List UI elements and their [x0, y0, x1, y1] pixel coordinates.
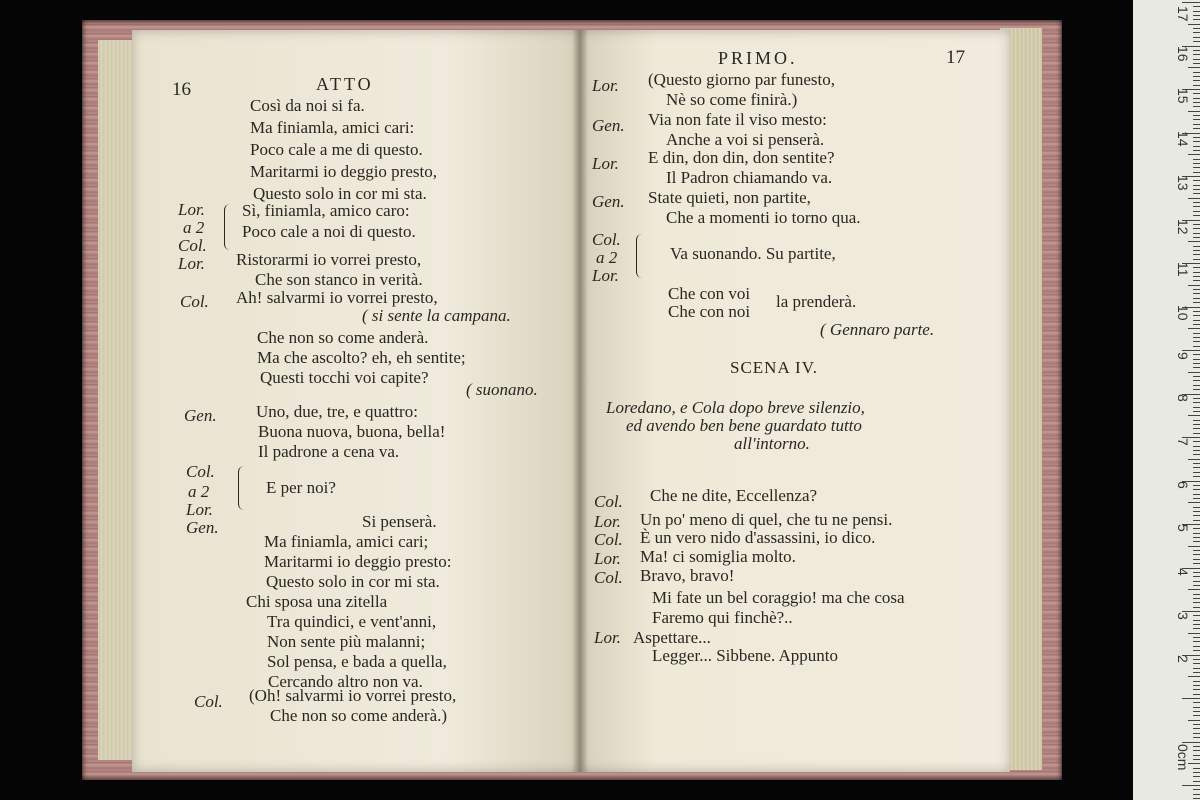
ruler-tick [1193, 376, 1200, 377]
page-number: 16 [172, 79, 191, 100]
speaker: Gen. [184, 406, 217, 425]
speaker: Lor. [178, 254, 205, 273]
ruler-tick [1193, 346, 1200, 347]
ruler-tick [1193, 80, 1200, 81]
ruler-tick [1193, 59, 1200, 60]
ruler-tick [1188, 459, 1200, 460]
ruler-tick [1193, 659, 1200, 660]
verse-line: Bravo, bravo! [640, 566, 735, 585]
ruler-tick [1193, 454, 1200, 455]
speaker: Col. [186, 462, 215, 481]
measurement-ruler [1133, 0, 1200, 800]
ruler-tick [1193, 32, 1200, 33]
ruler-tick [1193, 681, 1200, 682]
ruler-tick [1193, 272, 1200, 273]
ruler-tick [1193, 206, 1200, 207]
ruler-tick [1188, 111, 1200, 112]
ruler-tick [1193, 663, 1200, 664]
speaker: Gen. [186, 518, 219, 537]
stage-direction: ( si sente la campana. [362, 306, 511, 325]
ruler-tick [1193, 141, 1200, 142]
ruler-tick [1193, 298, 1200, 299]
ruler-tick [1193, 672, 1200, 673]
verse-line: Il Padron chiamando va. [666, 168, 833, 187]
verse-line: Aspettare... [633, 628, 711, 647]
speaker: Col. [594, 568, 623, 587]
ruler-tick [1193, 72, 1200, 73]
ruler-tick [1193, 755, 1200, 756]
verse-line: Così da noi si fa. [250, 96, 365, 115]
verse-line: Non sente più malanni; [267, 632, 426, 651]
ruler-tick [1193, 520, 1200, 521]
speaker: Col. [178, 236, 207, 255]
ruler-tick [1193, 407, 1200, 408]
ruler-tick [1193, 324, 1200, 325]
ruler-tick [1193, 768, 1200, 769]
speaker: Col. [194, 692, 223, 711]
ruler-tick [1193, 311, 1200, 312]
ruler-tick [1193, 137, 1200, 138]
speaker: Col. [180, 292, 209, 311]
verse-line: Faremo qui finchè?.. [652, 608, 793, 627]
ruler-tick [1193, 315, 1200, 316]
ruler-tick [1188, 546, 1200, 547]
speaker: a 2 [188, 482, 210, 501]
speaker: Lor. [592, 76, 619, 95]
ruler-tick [1193, 668, 1200, 669]
ruler-tick [1193, 150, 1200, 151]
ruler-tick [1193, 646, 1200, 647]
ruler-tick [1182, 785, 1200, 786]
speaker: Col. [592, 230, 621, 249]
stage-direction: all'intorno. [734, 434, 810, 453]
verse-line: Sì, finiamla, amico caro: [242, 201, 410, 220]
ruler-tick [1193, 476, 1200, 477]
ruler-tick [1193, 467, 1200, 468]
ruler-tick [1193, 93, 1200, 94]
ruler-tick [1193, 463, 1200, 464]
ruler-tick [1193, 433, 1200, 434]
ruler-tick [1193, 354, 1200, 355]
ruler-tick [1193, 428, 1200, 429]
ruler-tick [1188, 154, 1200, 155]
speaker: Gen. [592, 116, 625, 135]
ruler-tick [1193, 472, 1200, 473]
ruler-tick [1193, 215, 1200, 216]
ruler-tick [1193, 246, 1200, 247]
ruler-tick [1193, 237, 1200, 238]
verse-line: (Oh! salvarmi io vorrei presto, [249, 686, 457, 705]
ruler-tick [1193, 507, 1200, 508]
ruler-tick [1193, 702, 1200, 703]
ruler-tick [1193, 420, 1200, 421]
ruler-tick [1188, 372, 1200, 373]
ruler-tick [1193, 441, 1200, 442]
verse-line: Poco cale a noi di questo. [242, 222, 416, 241]
verse-line: Ma! ci somiglia molto. [640, 547, 796, 566]
ruler-tick [1193, 385, 1200, 386]
ruler-tick [1188, 67, 1200, 68]
ruler-tick [1193, 637, 1200, 638]
ruler-label: 7 [1175, 438, 1191, 446]
ruler-tick [1188, 328, 1200, 329]
verse-line: Un po' meno di quel, che tu ne pensi. [640, 510, 893, 529]
stage-direction: ( suonano. [466, 380, 538, 399]
brace [224, 204, 233, 250]
ruler-tick [1193, 363, 1200, 364]
ruler-label: 12 [1175, 219, 1191, 235]
ruler-tick [1193, 798, 1200, 799]
book-gutter [572, 30, 588, 772]
speaker: Gen. [592, 192, 625, 211]
scene-title: SCENA IV. [730, 358, 819, 377]
ruler-tick [1193, 128, 1200, 129]
brace [636, 234, 645, 278]
ruler-tick [1193, 485, 1200, 486]
ruler-tick [1193, 759, 1200, 760]
verse-line: Questi tocchi voi capite? [260, 368, 429, 387]
ruler-tick [1182, 350, 1200, 351]
ruler-tick [1193, 37, 1200, 38]
ruler-tick [1193, 106, 1200, 107]
ruler-tick [1193, 694, 1200, 695]
ruler-tick [1193, 624, 1200, 625]
verse-line: Ma finiamla, amici cari; [264, 532, 429, 551]
ruler-tick [1193, 537, 1200, 538]
ruler-tick [1193, 715, 1200, 716]
ruler-tick [1193, 494, 1200, 495]
ruler-label: 14 [1175, 131, 1191, 147]
ruler-tick [1193, 11, 1200, 12]
running-head: ATTO [316, 74, 374, 94]
ruler-tick [1193, 559, 1200, 560]
ruler-tick [1193, 728, 1200, 729]
ruler-tick [1193, 41, 1200, 42]
speaker: Lor. [594, 549, 621, 568]
verse-line: Questo solo in cor mi sta. [266, 572, 440, 591]
ruler-tick [1193, 15, 1200, 16]
verse-line: Che con voi [668, 284, 751, 303]
ruler-tick [1188, 676, 1200, 677]
ruler-tick [1188, 415, 1200, 416]
ruler-tick [1193, 180, 1200, 181]
ruler-tick [1193, 254, 1200, 255]
ruler-tick [1182, 698, 1200, 699]
verse-line: Poco cale a me di questo. [250, 140, 423, 159]
speaker: Lor. [178, 200, 205, 219]
ruler-tick [1193, 337, 1200, 338]
speaker: Lor. [594, 512, 621, 531]
ruler-tick [1188, 589, 1200, 590]
verse-line: Ah! salvarmi io vorrei presto, [236, 288, 438, 307]
ruler-tick [1193, 411, 1200, 412]
ruler-tick [1193, 124, 1200, 125]
ruler-tick [1193, 280, 1200, 281]
ruler-label: 15 [1175, 88, 1191, 104]
ruler-tick [1193, 320, 1200, 321]
ruler-tick [1193, 598, 1200, 599]
ruler-label: 10 [1175, 305, 1191, 321]
ruler-tick [1193, 576, 1200, 577]
ruler-tick [1193, 650, 1200, 651]
ruler-tick [1193, 498, 1200, 499]
ruler-tick [1193, 489, 1200, 490]
verse-line: E per noi? [266, 478, 336, 497]
ruler-tick [1193, 737, 1200, 738]
ruler-tick [1193, 446, 1200, 447]
ruler-tick [1193, 615, 1200, 616]
verse-line: Uno, due, tre, e quattro: [256, 402, 418, 421]
ruler-tick [1193, 302, 1200, 303]
ruler-tick [1193, 276, 1200, 277]
ruler-tick [1193, 289, 1200, 290]
verse-line: Che ne dite, Eccellenza? [650, 486, 818, 505]
verse-line: Si penserà. [362, 512, 437, 531]
ruler-label: 0cm [1175, 744, 1191, 771]
ruler-tick [1193, 746, 1200, 747]
ruler-tick [1188, 633, 1200, 634]
ruler-tick [1193, 76, 1200, 77]
ruler-tick [1193, 211, 1200, 212]
ruler-tick [1193, 554, 1200, 555]
verse-line: la prenderà. [776, 292, 857, 311]
ruler-tick [1193, 159, 1200, 160]
verse-line: Che a momenti io torno qua. [666, 208, 861, 227]
ruler-tick [1193, 581, 1200, 582]
verse-line: Via non fate il viso mesto: [648, 110, 827, 129]
ruler-tick [1193, 167, 1200, 168]
ruler-tick [1193, 172, 1200, 173]
ruler-tick [1193, 293, 1200, 294]
ruler-tick [1193, 563, 1200, 564]
ruler-label: 6 [1175, 481, 1191, 489]
ruler-tick [1193, 602, 1200, 603]
speaker: a 2 [183, 218, 205, 237]
ruler-tick [1193, 398, 1200, 399]
stage-direction: ( Gennaro parte. [820, 320, 935, 339]
verse-line: Ristorarmi io vorrei presto, [236, 250, 422, 269]
ruler-tick [1193, 750, 1200, 751]
ruler-tick [1193, 250, 1200, 251]
ruler-tick [1193, 85, 1200, 86]
ruler-tick [1188, 285, 1200, 286]
ruler-tick [1193, 724, 1200, 725]
speaker: Lor. [592, 266, 619, 285]
ruler-tick [1193, 641, 1200, 642]
ruler-tick [1188, 24, 1200, 25]
ruler-label: 5 [1175, 524, 1191, 532]
verse-line: Mi fate un bel coraggio! ma che cosa [652, 588, 905, 607]
speaker: Lor. [592, 154, 619, 173]
ruler-tick [1193, 259, 1200, 260]
stage-direction: Loredano, e Cola dopo breve silenzio, [606, 398, 865, 417]
verse-line: Che con noi [668, 302, 751, 321]
verse-line: Sol pensa, e bada a quella, [267, 652, 447, 671]
ruler-tick [1188, 198, 1200, 199]
verse-line: Che non so come anderà.) [270, 706, 448, 725]
verse-line: Maritarmi io deggio presto, [250, 162, 437, 181]
ruler-tick [1193, 424, 1200, 425]
ruler-tick [1188, 720, 1200, 721]
verse-line: Va suonando. Su partite, [670, 244, 836, 263]
verse-line: Ma finiamla, amici cari: [250, 118, 415, 137]
ruler-tick [1193, 515, 1200, 516]
ruler-tick [1193, 380, 1200, 381]
ruler-tick [1193, 781, 1200, 782]
ruler-tick [1182, 2, 1200, 3]
ruler-tick [1193, 607, 1200, 608]
verse-line: Che non so come anderà. [257, 328, 429, 347]
ruler-tick [1193, 707, 1200, 708]
ruler-tick [1193, 267, 1200, 268]
ruler-tick [1193, 550, 1200, 551]
ruler-tick [1193, 585, 1200, 586]
ruler-tick [1193, 628, 1200, 629]
ruler-tick [1193, 528, 1200, 529]
verse-line: State quieti, non partite, [648, 188, 811, 207]
ruler-label: 16 [1175, 46, 1191, 62]
ruler-tick [1193, 733, 1200, 734]
ruler-tick [1193, 115, 1200, 116]
verse-line: Buona nuova, buona, bella! [258, 422, 446, 441]
ruler-tick [1193, 359, 1200, 360]
ruler-tick [1193, 794, 1200, 795]
ruler-label: 8 [1175, 394, 1191, 402]
ruler-tick [1193, 224, 1200, 225]
verse-line: Legger... Sibbene. Appunto [652, 646, 839, 665]
verse-line: Cercando altro non va. [268, 672, 423, 691]
ruler-label: 9 [1175, 352, 1191, 360]
ruler-tick [1193, 28, 1200, 29]
ruler-label: 3 [1175, 612, 1191, 620]
ruler-tick [1193, 450, 1200, 451]
brace [238, 466, 247, 510]
ruler-tick [1193, 63, 1200, 64]
ruler-tick [1193, 511, 1200, 512]
ruler-tick [1193, 189, 1200, 190]
ruler-tick [1193, 19, 1200, 20]
verse-line: Questo solo in cor mi sta. [253, 184, 427, 203]
ruler-label: 4 [1175, 568, 1191, 576]
ruler-tick [1193, 233, 1200, 234]
ruler-tick [1193, 367, 1200, 368]
verse-line: Il padrone a cena va. [258, 442, 400, 461]
verse-line: Anche a voi si penserà. [666, 130, 825, 149]
verse-line: Nè so come finirà.) [666, 90, 798, 109]
page-number: 17 [946, 47, 965, 68]
running-head: PRIMO. [718, 48, 798, 68]
ruler-tick [1193, 202, 1200, 203]
ruler-tick [1193, 594, 1200, 595]
ruler-tick [1193, 685, 1200, 686]
ruler-tick [1193, 776, 1200, 777]
ruler-tick [1193, 102, 1200, 103]
ruler-tick [1193, 6, 1200, 7]
ruler-tick [1193, 54, 1200, 55]
ruler-tick [1193, 772, 1200, 773]
ruler-label: 13 [1175, 175, 1191, 191]
verse-line: Ma che ascolto? eh, eh sentite; [257, 348, 466, 367]
ruler-tick [1193, 185, 1200, 186]
ruler-tick [1182, 742, 1200, 743]
speaker: Col. [594, 530, 623, 549]
ruler-tick [1188, 241, 1200, 242]
verse-line: Maritarmi io deggio presto: [264, 552, 452, 571]
ruler-label: 2 [1175, 655, 1191, 663]
ruler-tick [1193, 98, 1200, 99]
verse-line: Tra quindici, e vent'anni, [267, 612, 437, 631]
ruler-tick [1193, 333, 1200, 334]
ruler-label: 11 [1175, 262, 1191, 277]
speaker: Col. [594, 492, 623, 511]
ruler-tick [1188, 502, 1200, 503]
ruler-tick [1193, 689, 1200, 690]
ruler-tick [1193, 146, 1200, 147]
verse-line: E din, don din, don sentite? [648, 148, 835, 167]
ruler-tick [1193, 389, 1200, 390]
ruler-tick [1193, 789, 1200, 790]
ruler-tick [1193, 163, 1200, 164]
speaker: a 2 [596, 248, 618, 267]
ruler-tick [1193, 228, 1200, 229]
speaker: Lor. [594, 628, 621, 647]
ruler-tick [1193, 572, 1200, 573]
verse-line: Chi sposa una zitella [246, 592, 388, 611]
ruler-tick [1193, 119, 1200, 120]
ruler-tick [1193, 620, 1200, 621]
speaker: Lor. [186, 500, 213, 519]
ruler-tick [1193, 341, 1200, 342]
verse-line: (Questo giorno par funesto, [648, 70, 835, 89]
ruler-tick [1193, 193, 1200, 194]
ruler-tick [1193, 711, 1200, 712]
verse-line: Che son stanco in verità. [255, 270, 423, 289]
ruler-tick [1193, 533, 1200, 534]
verse-line: È un vero nido d'assassini, io dico. [640, 528, 876, 547]
ruler-label: 17 [1175, 6, 1191, 22]
ruler-tick [1193, 541, 1200, 542]
stage-direction: ed avendo ben bene guardato tutto [626, 416, 862, 435]
ruler-tick [1193, 50, 1200, 51]
ruler-tick [1193, 402, 1200, 403]
